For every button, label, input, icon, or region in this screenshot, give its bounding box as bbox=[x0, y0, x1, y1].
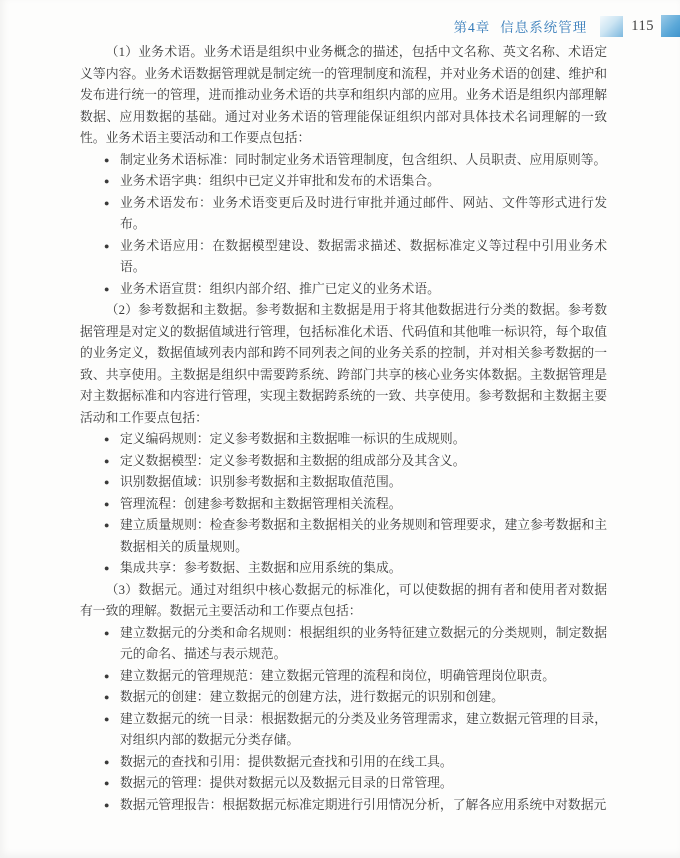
paragraph: （2）参考数据和主数据。参考数据和主数据是用于将其他数据进行分类的数据。参考数据管理是对定义的数据值域进行管理，包括标准化术语、代码值和其他唯一标识符，每个取值的业务定义，数据值域列表内部和跨不同列表之间的业务关系的控制，并对相关参考数据的一致、共享使用。主数据是组织中需要跨系统、跨部门共享的核心业务实体数据。主数据管理是对主数据标准和内容进行管理，实现主数据跨系统的一致、共享使用。参考数据和主数据主要活动和工作要点包括： bbox=[80, 303, 607, 425]
chapter-heading bbox=[454, 16, 588, 36]
list-item bbox=[80, 472, 607, 494]
paragraph: （3）数据元。通过对组织中核心数据元的标准化，可以使数据的拥有者和使用者对数据有一致的理解。数据元主要活动和工作要点包括： bbox=[80, 582, 607, 618]
bullet-text: 数据元管理报告：根据数据元标准定期进行引用情况分析，了解各应用系统中对数据元 bbox=[120, 797, 607, 812]
chapter-title: 信息系统管理 bbox=[500, 20, 588, 35]
bullet-icon: ● bbox=[104, 283, 110, 294]
bullet-text: 业务术语应用：在数据模型建设、数据需求描述、数据标准定义等过程中引用业务术语。 bbox=[120, 238, 607, 274]
bullet-icon: ● bbox=[104, 176, 110, 186]
bullet-icon: ● bbox=[104, 434, 110, 444]
list-item bbox=[80, 773, 607, 795]
header-accent-square-icon bbox=[600, 16, 623, 37]
section-data-elements bbox=[80, 580, 607, 817]
section-reference-master-data bbox=[80, 300, 607, 580]
bullet-icon: ● bbox=[104, 240, 110, 251]
page-header bbox=[0, 15, 680, 37]
list-item bbox=[80, 666, 607, 688]
bullet-icon: ● bbox=[104, 477, 110, 487]
bullet-icon: ● bbox=[104, 692, 110, 702]
list-item bbox=[80, 558, 607, 580]
list-item bbox=[80, 623, 607, 666]
bullet-text: 制定业务术语标准：同时制定业务术语管理制度，包含组织、人员职责、应用原则等。 bbox=[120, 152, 607, 167]
bullet-icon: ● bbox=[104, 455, 110, 466]
list-item bbox=[80, 687, 607, 709]
bullet-text: 业务术语字典：组织中已定义并审批和发布的术语集合。 bbox=[120, 174, 440, 188]
bullet-text: 数据元的管理：提供对数据元以及数据元目录的日常管理。 bbox=[120, 776, 453, 790]
header-edge-square-icon bbox=[661, 15, 680, 37]
list-item bbox=[80, 279, 607, 301]
bullet-text: 建立质量规则：检查参考数据和主数据相关的业务规则和管理要求，建立参考数据和主数据相关的质量规则。 bbox=[120, 518, 607, 554]
bullet-text: 建立数据元的分类和命名规则：根据组织的业务特征建立数据元的分类规则，制定数据元的命名、描述与表示规范。 bbox=[120, 625, 607, 661]
bullet-icon: ● bbox=[104, 670, 110, 681]
list-item bbox=[80, 752, 607, 774]
bullet-text: 数据元的创建：建立数据元的创建方法，进行数据元的识别和创建。 bbox=[120, 690, 504, 704]
bullet-icon: ● bbox=[104, 778, 110, 788]
list-item bbox=[80, 193, 607, 236]
list-item bbox=[80, 515, 607, 558]
bullet-text: 集成共享：参考数据、主数据和应用系统的集成。 bbox=[120, 561, 402, 575]
list-item bbox=[80, 171, 607, 193]
list-item bbox=[80, 494, 607, 516]
list-item bbox=[80, 429, 607, 451]
bullet-text: 业务术语发布：业务术语变更后及时进行审批并通过邮件、网站、文件等形式进行发布。 bbox=[120, 195, 607, 231]
bullet-text: 业务术语宣贯：组织内部介绍、推广已定义的业务术语。 bbox=[120, 281, 440, 296]
bullet-icon: ● bbox=[104, 799, 110, 810]
page-number: 115 bbox=[631, 17, 654, 34]
bullet-icon: ● bbox=[104, 713, 110, 724]
list-item bbox=[80, 709, 607, 752]
bullet-icon: ● bbox=[104, 498, 110, 509]
bullet-text: 定义数据模型：定义参考数据和主数据的组成部分及其含义。 bbox=[120, 453, 466, 468]
list-item bbox=[80, 150, 607, 172]
bullet-list bbox=[80, 429, 607, 580]
chapter-number: 第4章 bbox=[453, 20, 491, 35]
bullet-text: 数据元的查找和引用：提供数据元查找和引用的在线工具。 bbox=[120, 754, 453, 769]
list-item bbox=[80, 236, 607, 279]
bullet-list bbox=[80, 150, 607, 301]
bullet-text: 识别数据值域：识别参考数据和主数据取值范围。 bbox=[120, 475, 402, 489]
paragraph: （1）业务术语。业务术语是组织中业务概念的描述，包括中文名称、英文名称、术语定义等内容。业务术语数据管理就是制定统一的管理制度和流程，并对业务术语的创建、维护和发布进行统一的管理，进而推动业务术语的共享和组织内部的应用。业务术语是组织内部理解数据、应用数据的基础。通过对业务术语的管理能保证组织内部对具体技术名词理解的一致性。业务术语主要活动和工作要点包括： bbox=[80, 45, 607, 145]
bullet-icon: ● bbox=[104, 197, 110, 208]
bullet-text: 建立数据元的管理规范：建立数据元管理的流程和岗位，明确管理岗位职责。 bbox=[120, 668, 556, 683]
bullet-list bbox=[80, 623, 607, 817]
bullet-text: 管理流程：创建参考数据和主数据管理相关流程。 bbox=[120, 496, 402, 511]
bullet-text: 建立数据元的统一目录：根据数据元的分类及业务管理需求，建立数据元管理的目录，对组织内部的数据元分类存储。 bbox=[120, 711, 607, 747]
bullet-icon: ● bbox=[104, 154, 110, 165]
bullet-icon: ● bbox=[104, 756, 110, 767]
section-business-terms bbox=[80, 42, 607, 300]
page-content bbox=[80, 42, 607, 816]
list-item bbox=[80, 795, 607, 817]
bullet-icon: ● bbox=[104, 563, 110, 573]
bullet-icon: ● bbox=[104, 627, 110, 638]
list-item bbox=[80, 451, 607, 473]
bullet-icon: ● bbox=[104, 520, 110, 530]
bullet-text: 定义编码规则：定义参考数据和主数据唯一标识的生成规则。 bbox=[120, 432, 466, 446]
